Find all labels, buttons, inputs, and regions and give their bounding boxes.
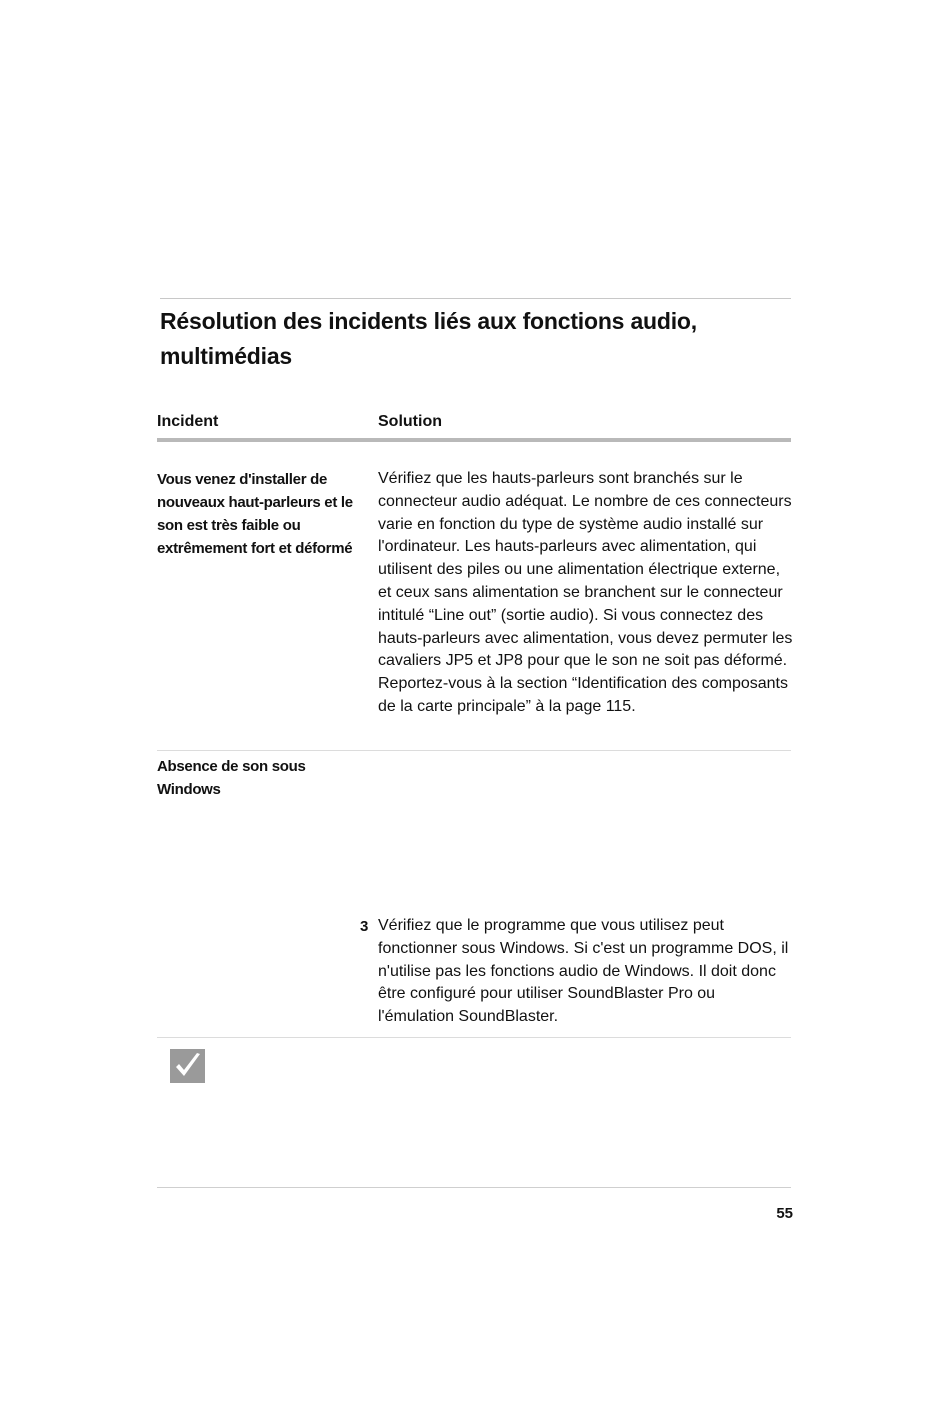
row-divider: [157, 750, 791, 751]
page-number: 55: [776, 1205, 793, 1222]
header-rule: [157, 438, 791, 442]
incident-no-sound-windows: Absence de son sous Windows: [157, 758, 306, 798]
column-header-incident: Incident: [157, 413, 219, 430]
step-text: Vérifiez que le programme que vous utilisez peut fonctionner sous Windows. Si c'est un programme DOS, il n'utilise pas les fonctions audio de Windows. Il doit donc être configuré pour utiliser SoundBlaster Pro ou l'émulation SoundBlaster.: [378, 917, 789, 1026]
column-header-solution: Solution: [378, 413, 442, 430]
step-number: 3: [360, 918, 369, 935]
checkmark-note-icon: [170, 1049, 205, 1083]
page-title: Résolution des incidents liés aux fonctions audio, multimédias: [160, 308, 697, 369]
row-divider: [157, 1037, 791, 1038]
top-rule: [160, 298, 791, 299]
incident-speakers: Vous venez d'installer de nouveaux haut-parleurs et le son est très faible ou extrêmement fort et déformé: [157, 471, 353, 557]
solution-speakers: Vérifiez que les hauts-parleurs sont branchés sur le connecteur audio adéquat. Le nombre de ces connecteurs varie en fonction du type de système audio installé sur l'ordinateur. Les hauts-parleurs avec alimentation, qui utilisent des piles ou une alimentation électrique externe, et ceux sans alimentation se branchent sur le connecteur intitulé “Line out” (sortie audio). Si vous connectez des hauts-parleurs avec alimentation, vous devez permuter les cavaliers JP5 et JP8 pour que le son ne soit pas déformé. Reportez-vous à la section “Identification des composants de la carte principale” à la page 115.: [378, 470, 793, 715]
bottom-rule: [157, 1187, 791, 1188]
